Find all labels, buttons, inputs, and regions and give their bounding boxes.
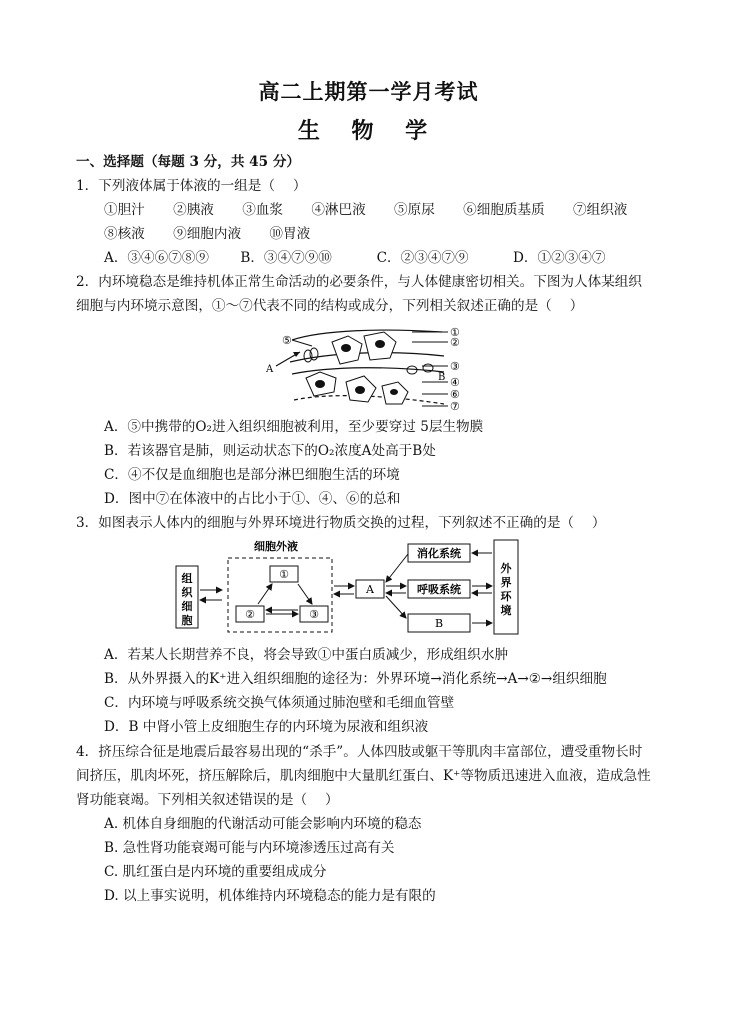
- q3-node-2: ②: [245, 608, 255, 621]
- q1-item: ⑩胃液: [269, 226, 311, 242]
- fig-label-6: ⑥: [450, 388, 460, 401]
- svg-text:细: 细: [181, 600, 193, 613]
- q2-option-c: C．④不仅是血细胞也是部分淋巴细胞生活的环境: [104, 467, 400, 483]
- q3-extracellular-label: 细胞外液: [254, 540, 298, 553]
- q1-item: ⑦组织液: [573, 202, 628, 218]
- q3-option-a: A．若某人长期营养不良，将会导致①中蛋白质减少，形成组织水肿: [104, 647, 509, 663]
- q3-stem: 3．如图表示人体内的细胞与外界环境进行物质交换的过程，下列叙述不正确的是（ ）: [76, 515, 606, 531]
- q4-stem-line1: 4．挤压综合征是地震后最容易出现的“杀手”。人体四肢或躯干等肌肉丰富部位，遭受重物长时: [76, 744, 643, 760]
- q1-items-row2: [104, 225, 334, 243]
- q3-digest-system: 消化系统: [417, 547, 461, 560]
- q3-option-c: C．内环境与呼吸系统交换气体须通过肺泡壁和毛细血管壁: [104, 695, 455, 711]
- q1-choices: [104, 249, 645, 267]
- fig-label-5: ⑤: [282, 334, 292, 347]
- fig-label-1: ①: [450, 326, 460, 339]
- q1-stem: 1．下列液体属于体液的一组是（ ）: [76, 178, 307, 194]
- q1-item: ④淋巴液: [311, 202, 366, 218]
- q4-option-c: C. 肌红蛋白是内环境的重要组成成分: [104, 864, 327, 880]
- fig-label-2: ②: [450, 336, 460, 349]
- q3-node-b: B: [434, 617, 444, 630]
- q4-stem-line2: 间挤压，肌肉坏死，挤压解除后，肌肉细胞中大量肌红蛋白、K⁺等物质迅速进入血液，造成急性: [76, 768, 651, 784]
- q2-option-a: A．⑤中携带的O₂进入组织细胞被利用，至少要穿过 5层生物膜: [104, 419, 484, 435]
- q2-option-b: B．若该器官是肺，则运动状态下的O₂浓度A处高于B处: [104, 443, 436, 459]
- q3-option-d: D．B 中肾小管上皮细胞生存的内环境为尿液和组织液: [104, 719, 429, 735]
- q4-option-b: B. 急性肾功能衰竭可能与内环境渗透压过高有关: [104, 840, 395, 856]
- exam-title: 高二上期第一学月考试: [258, 79, 479, 104]
- q3-option-b: B．从外界摄入的K⁺进入组织细胞的途径为：外界环境→消化系统→A→②→组织细胞: [104, 671, 607, 687]
- q4-stem-line3: 肾功能衰竭。下列相关叙述错误的是（ ）: [76, 792, 339, 808]
- svg-text:境: 境: [500, 604, 512, 617]
- q1-item: ⑤原尿: [394, 202, 435, 218]
- fig-label-b: B: [438, 372, 446, 383]
- svg-text:界: 界: [500, 576, 512, 589]
- svg-text:织: 织: [181, 586, 193, 599]
- q3-node-a: A: [366, 583, 374, 596]
- svg-text:外: 外: [500, 562, 512, 575]
- q3-resp-system: 呼吸系统: [417, 583, 461, 596]
- q1-item: ⑧核液: [104, 226, 145, 242]
- q4-option-d: D. 以上事实说明，机体维持内环境稳态的能力是有限的: [104, 888, 436, 904]
- fig-label-a: A: [266, 364, 274, 375]
- fig-label-4: ④: [450, 376, 460, 389]
- q2-stem-line2: 细胞与内环境示意图，①～⑦代表不同的结构或成分，下列相关叙述正确的是（ ）: [76, 298, 584, 314]
- q3-node-1: ①: [279, 568, 289, 581]
- svg-text:组: 组: [181, 572, 193, 585]
- q3-node-3: ③: [309, 608, 319, 621]
- q1-item: ⑨细胞内液: [173, 226, 242, 242]
- q1-item: ②胰液: [173, 202, 214, 218]
- q2-option-d: D．图中⑦在体液中的占比小于①、④、⑥的总和: [104, 491, 401, 507]
- q2-tissue-diagram: [262, 322, 472, 418]
- q1-item: ⑥细胞质基质: [463, 202, 545, 218]
- q4-option-a: A. 机体自身细胞的代谢活动可能会影响内环境的稳态: [104, 816, 422, 832]
- fig-label-3: ③: [450, 360, 460, 373]
- section-heading: 一、选择题（每题 3 分，共 45 分）: [76, 154, 301, 170]
- q1-items-row1: [104, 201, 651, 219]
- q1-item: ③血浆: [242, 202, 283, 218]
- subject-title: 生 物 学: [297, 118, 440, 144]
- q3-exchange-diagram: [174, 538, 524, 638]
- q1-choice-a: A．③④⑥⑦⑧⑨: [104, 250, 209, 266]
- q1-choice-b: B．③④⑦⑨⑩: [240, 250, 332, 266]
- svg-text:环: 环: [500, 590, 512, 603]
- svg-text:胞: 胞: [181, 614, 193, 627]
- q2-stem-line1: 2．内环境稳态是维持机体正常生命活动的必要条件，与人体健康密切相关。下图为人体某组织: [76, 274, 642, 290]
- fig-label-7: ⑦: [450, 400, 460, 413]
- q1-choice-d: D．①②③④⑦: [512, 250, 606, 266]
- q1-choice-c: C．②③④⑦⑨: [376, 250, 469, 266]
- q1-item: ①胆汁: [104, 202, 145, 218]
